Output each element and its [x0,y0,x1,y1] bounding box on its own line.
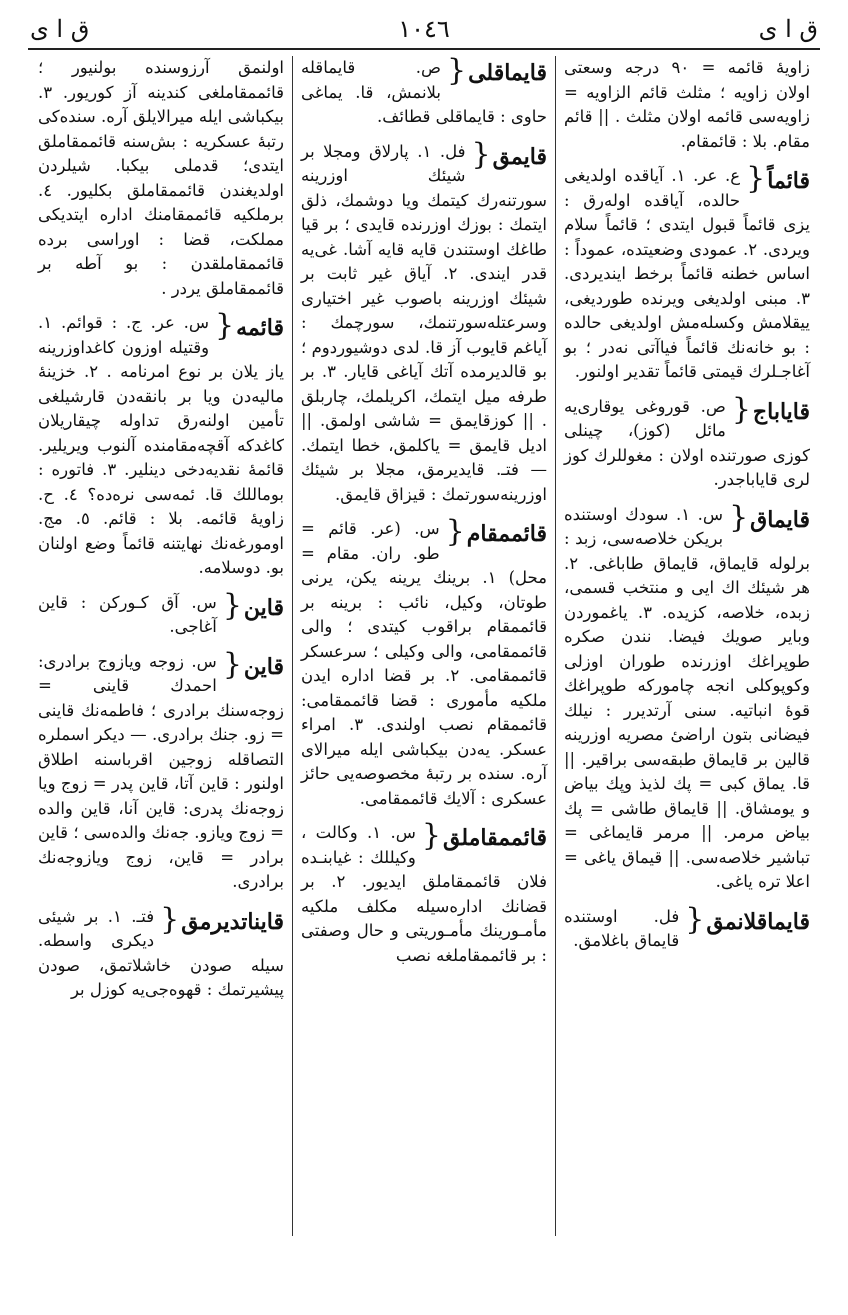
entry-text: ع. عر. ١. آیاقده اولدیغی حالده، آیاقده اوله‌رق : یزی قائماً قبول ایتدی ؛ قائماً سلام ویردی. ٢. عمودی وضعیتده، عموداً : اساس خطنه قائماً برخط ایندیردی. ٣. مبنی اولدیغی ویرنده طوردیغی، ییقلامش وکسله‌مش اولدیغی حالده : بو خانه‌نك قائماً فیاآتی نه‌در ؛ بو آغاجـلرك قیمتی قائماً تقدیر اولنور. [564,166,811,381]
brace-icon: { [421,818,441,853]
column-3 [30,56,292,1236]
entry [564,391,810,493]
entry-text: س. آق کـورکن : قاین آغاجی. [38,592,217,636]
headword-text: قایناتدیرمق [181,908,284,935]
entry [301,514,547,811]
headword-text: قایماق [750,506,810,533]
headword [222,587,284,623]
headword-text: قایاباج [752,398,810,425]
column-divider [555,56,556,1236]
entry-text: س. عر. ج. : قوائم. ١. وقتیله اوزون کاغداوزرینه یاز یلان بر نوع امرنامه . ٢. خزینهٔ مالیه‌دن ویا بر بانقه‌دن قارشیلغی تأمین اولنه‌رق تداوله چیقاریلان کاغدکه آقچه‌مقامنده آلنوب ویریلیر. قائمهٔ نقدیه‌دخی دینلیر. ٣. فاتوره : بوماللك قا. ئمه‌سی نره‌ده؟ ٤. ح. زاویهٔ قائمه. بلا : قائم. ٥. مج. اومورغه‌نك نهایتنه قائماً وضع اولنان بو. دوسلامه. [38,313,284,577]
brace-icon: { [471,136,491,172]
entry [38,901,284,1003]
guide-word-left: ق ا ى [30,15,90,43]
entry [564,161,811,385]
headword [215,308,284,343]
brace-icon: { [746,161,766,196]
headword [445,514,547,549]
headword-text: قایماقلی [468,60,547,86]
guide-word-right: ق ا ى [758,15,818,43]
bottom-margin [0,1236,848,1315]
entry [564,901,810,954]
brace-icon: { [160,901,180,937]
columns [30,56,818,1236]
entry [38,308,284,581]
entry [301,136,548,508]
headword [160,901,284,937]
headword-text: قایمق [492,143,547,170]
brace-icon: { [447,56,467,88]
brace-icon: { [685,901,705,937]
headword-text: قائمه [236,315,284,341]
headword [746,161,810,196]
entry-text: س. ١. سودك اوستنده بریکن خلاصه‌سی، زبد : برلوله قایماق، قایماق طاباغی. ٢. هر شیئك اك ایی و منتخب قسمی، زبده، خلاصه، کزیده. ٣. یاغموردن وبایر صویك فیضا. نندن صکره طوپراغك اوزرنده طوران اوزلی وکوپوكلی انجه چامورکه طوپراغك قوهٔ انباتیه. سنی آرتدیرر : نیلك فیضانی بتون اراضیٔ مصریه اوزرینه قالین بر قایماق طبقه‌سی براقیر. || قا. یماق کبی = پك لذیذ وپك بیاض و یومشاق. || قایماق طاشی = پك بیاض مرمر. || مرمر قایماغی = تباشیر خلاصه‌سی. || قیماق یاغی = اعلا تره یاغی. [564,504,810,891]
headword [471,136,547,172]
entry [564,499,810,895]
headword [685,901,810,937]
entry-text: ص. قوروغی یوقاری‌یه مائل (کوز)، چینلی کوزی صورتنده اولان : مغوللرك کوز لری قایاباجدر. [564,396,810,489]
column-1 [556,56,818,1236]
entry [38,587,284,640]
brace-icon: { [222,587,242,623]
entry [38,646,284,895]
column-divider [292,56,293,1236]
entry-text: فل. ١. پارلاق ومجلا بر شیئك اوزرینه سورتنه‌رك کیتمك ویا دوشمك، ذلق ایتمك : بوزك اوزرنده قایدی ؛ بر قیا طاغك اوستندن قایه قایه آشا. غی‌یه قدر ایندی. ٢. آیاق غیر ثابت بر شیئك اوزرینه باصوب غیر اختیاری وسرعتله‌سورتنمك، سورچمك : آیاغم قایوب آز قا. لدی دوشیوردوم ؛ بو قالدیرمده آتك آیاغی قایار. ٣. بر طرفه میل ایتمك، اکریلمك، چاربلق . || کوزقایمق = شاشی اولمق. || ادیل قایمق = یاکلمق، خطا ایتمك. — فتـ. قایدیرمق، مجلا بر شیئك اوزرینه‌سورتمك : قیزاق قایمق. [301,141,548,504]
running-head [30,10,818,48]
headword [729,499,810,535]
headword-text: قایماقلانمق [706,908,810,935]
entry [301,56,547,130]
entry-continued [564,56,810,154]
entry-text: س. ١. وکالت ، وکیللك : غیابنـده فلان قائممقاملق ایدیور. ٢. بر قضانك اداره‌سیله مکلف ملکیه مأمـورینك مأمـوریتی و حال وصفتی : بر قائممقاملغه نصب [301,823,547,965]
entry-text: س. زوجه ویازوج برادری: احمدك قاینی = زوجه‌سنك برادری ؛ فاطمه‌نك قاینی = زو. جنك برادری. — دیکر اسملره التصاقله زوجین اقرباسنه اطلاق اولنور : قاین آتا، قاین پدر = زوج ویا زوجه‌نك پدری: قاین آنا، قاین والده = زوج ویازو. جه‌نك والده‌سی ؛ قاین برادر = قاین، زوج ویازوجه‌نك برادری. [38,651,284,891]
entry-text: س. (عر. قائم = طو. ران. مقام = محل) ١. برینك یرینه یکن، یرنی طوتان، وکیل، نائب : برینه بر قائممقام براقوب کیتدی ؛ والی قائممقامی، والی وکیلی ؛ سرعسکر قائممقامی. ٢. بر قضا اداره ایدن ملکیه مأموری : قضا قائممقامی: قائممقام نصب اولندی. ٣. امراء عسکر. یه‌دن بیکباشی ایله میرالای آره. سنده بر رتبهٔ مخصوصه‌یی حائز عسکری : آلایك قائممقامی. [301,519,547,808]
brace-icon: { [222,646,242,682]
entry-continued [38,56,284,301]
entry-text: فل. اوستنده قایماق باغلامق. [564,906,680,950]
entry-text: ص. قایماقله بلانمش، قا. یماغی حاوی : قایماقلی قطائف. [301,58,547,126]
page-number: ١٠٤٦ [398,15,450,43]
entry-text: اولنمق آرزوسنده بولنیور ؛ قائممقاملغی کندینه آز کوریور. ٣. بیکباشی ایله میرالایلق آره. سنده‌کی رتبهٔ عسکریه : بش‌سنه قائممقاملق ایتدی؛ قدملی بیکبا. شیلردن اولدیغندن قائممقاملق بکلیور. ٤. برملکیه قائممقامنك اداره ایتدیکی مملکت، قضا : اوراسی برده قائممقاملقدن : بو آطه بر قائممقاملق یردر . [38,58,284,298]
brace-icon: { [445,514,465,549]
headword-text: قاین [243,653,284,680]
headword [447,56,547,88]
entry-text: زاويهٔ قائمه = ٩٠ درجه وسعتی اولان زاویه ؛ مثلث قائم الزاویه = زاویه‌سی قائمه اولان مثلث . || قائم مقام. بلا : قائمقام. [564,58,810,151]
entry [301,818,547,968]
headword [731,391,810,427]
headword [421,818,547,853]
headword [222,646,284,682]
headword-text: قائممقاملق [442,825,547,851]
headword-text: قائماً [767,168,810,194]
headword-text: قائممقام [466,521,547,547]
headword-text: قاین [243,594,284,621]
brace-icon: { [215,308,235,343]
brace-icon: { [729,499,749,535]
header-rule [28,48,820,50]
column-2 [293,56,555,1236]
brace-icon: { [731,391,751,427]
entry-text: فتـ. ١. بر شیئی دیکری واسطه. سیله صودن خاشلاتمق، صودن پیشیرتمك : قهوه‌جی‌یه کوزل بر [38,906,284,999]
